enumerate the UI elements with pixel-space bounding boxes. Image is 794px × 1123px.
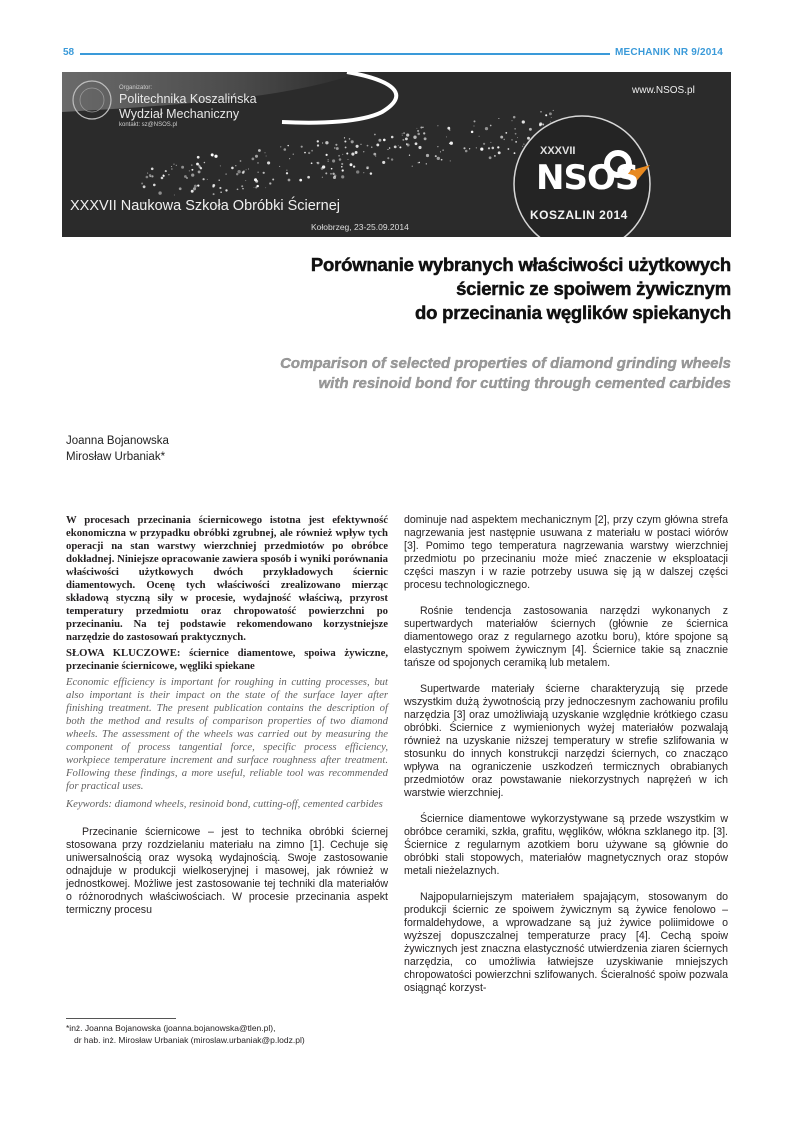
- organizer-name: Politechnika Koszalińska: [119, 92, 257, 106]
- star-dot: [450, 142, 453, 145]
- keywords-pl: SŁOWA KLUCZOWE: ściernice diamentowe, spoiwa żywiczne, przecinanie ściernicowe, węgliki spiekane: [66, 647, 388, 672]
- star-dot: [146, 176, 149, 179]
- star-dot: [231, 167, 234, 170]
- star-dot: [403, 132, 405, 134]
- star-dot: [344, 140, 346, 142]
- star-dot: [517, 137, 518, 138]
- star-dot: [463, 147, 465, 149]
- conference-banner: [62, 72, 731, 237]
- star-dot: [255, 180, 258, 183]
- abstract-en-text: Economic efficiency is important for roughing in cutting processes, but also important is their impact on the state of the surface layer after finishing treatment. The present publication contains the description of both the method and results of comparison properties of two diamond wheels. The assessment of the wheels was carried out by measuring the component of process tangential force, specific process efficiency, workpiece temperature increment and surface roughness after treatment. Following these findings, a more useful, reliable tool was recommended for practical uses.: [66, 676, 388, 792]
- star-dot: [147, 173, 148, 174]
- star-dot: [280, 146, 281, 147]
- star-dot: [328, 161, 329, 162]
- star-dot: [522, 146, 523, 147]
- star-dot: [171, 166, 172, 167]
- star-dot: [158, 191, 161, 194]
- star-dot: [240, 160, 242, 162]
- star-dot: [194, 185, 197, 188]
- journal-name: MECHANIK NR 9/2014: [615, 47, 724, 58]
- star-dot: [263, 172, 265, 174]
- star-dot: [394, 146, 397, 149]
- star-dot: [197, 184, 199, 186]
- star-dot: [373, 153, 376, 156]
- star-dot: [449, 130, 450, 131]
- star-dot: [370, 172, 372, 174]
- star-dot: [332, 159, 335, 162]
- place-date: Kołobrzeg, 23-25.09.2014: [311, 222, 409, 232]
- star-dot: [442, 149, 444, 151]
- star-dot: [342, 169, 344, 171]
- star-dot: [513, 116, 516, 119]
- star-dot: [376, 143, 379, 146]
- star-dot: [391, 136, 394, 139]
- star-dot: [551, 117, 552, 118]
- star-dot: [252, 158, 255, 161]
- star-dot: [539, 124, 542, 127]
- star-dot: [264, 152, 265, 153]
- star-dot: [248, 168, 249, 169]
- star-dot: [371, 147, 372, 148]
- star-dot: [191, 190, 194, 193]
- star-dot: [168, 174, 169, 175]
- star-dot: [473, 120, 475, 122]
- star-dot: [416, 128, 417, 129]
- abstract-en: [66, 676, 388, 793]
- title-en-line: Comparison of selected properties of diamond grinding wheels: [280, 355, 731, 372]
- star-dot: [350, 163, 353, 166]
- star-dot: [241, 185, 243, 187]
- star-dot: [203, 178, 205, 180]
- star-dot: [211, 153, 214, 156]
- star-dot: [523, 144, 524, 145]
- star-dot: [476, 147, 477, 148]
- star-dot: [150, 176, 151, 177]
- star-dot: [402, 139, 404, 141]
- star-dot: [426, 154, 429, 157]
- footnote-line: dr hab. inż. Mirosław Urbaniak (miroslaw.urbaniak@p.lodz.pl): [74, 1035, 305, 1045]
- authors: [66, 433, 169, 465]
- star-dot: [383, 139, 386, 142]
- star-dot: [257, 162, 259, 164]
- star-dot: [308, 152, 310, 154]
- star-dot: [346, 152, 348, 154]
- star-dot: [191, 173, 194, 176]
- star-dot: [236, 173, 238, 175]
- star-dot: [242, 171, 245, 174]
- star-dot: [289, 158, 290, 159]
- star-dot: [341, 166, 343, 168]
- star-dot: [446, 136, 447, 137]
- star-dot: [489, 156, 492, 159]
- star-dot: [171, 168, 172, 169]
- star-dot: [255, 187, 257, 189]
- star-dot: [143, 185, 146, 188]
- page-number: 58: [63, 47, 75, 58]
- star-dot: [151, 175, 153, 177]
- star-dot: [342, 154, 343, 155]
- star-dot: [399, 146, 401, 148]
- footnote-line: *inż. Joanna Bojanowska (joanna.bojanowska@tlen.pl),: [66, 1023, 276, 1033]
- star-dot: [483, 143, 485, 145]
- star-dot: [311, 162, 313, 164]
- star-dot: [326, 154, 328, 156]
- star-dot: [242, 188, 243, 189]
- star-dot: [465, 150, 468, 153]
- star-dot: [341, 175, 344, 178]
- body-paragraph: Ściernice diamentowe wykorzystywane są przede wszystkim w obróbce ceramiki, szkła, grafitu, węglików, włókna szklanego itp. [3]. Ściernice z regularnym azotkiem boru używane są głównie do obróbki stali stopowych, materiałów magnetycznych oraz stopów metali nieżelaznych.: [404, 813, 728, 877]
- title-en-line: with resinoid bond for cutting through cemented carbides: [318, 375, 731, 392]
- star-dot: [485, 127, 488, 130]
- star-dot: [406, 134, 409, 137]
- star-dot: [335, 144, 337, 146]
- star-dot: [382, 161, 385, 164]
- star-dot: [317, 140, 319, 142]
- star-dot: [246, 169, 247, 170]
- star-dot: [389, 147, 391, 149]
- star-dot: [437, 125, 438, 126]
- star-dot: [413, 136, 416, 139]
- star-dot: [360, 144, 361, 145]
- star-dot: [527, 137, 530, 140]
- star-dot: [220, 165, 221, 166]
- body-paragraph: Rośnie tendencja zastosowania narzędzi wykonanych z supertwardych materiałów ściernych (głównie ze ściernica diamentowego oraz z regularnego azotku boru), które spojone są elastycznym spoiwem żywicznym [4]. Ściernice takie są znacznie tańsze od spojonych ceramiką lub metalem.: [404, 605, 728, 669]
- star-dot: [422, 127, 423, 128]
- logo-numeral: XXXVII: [540, 145, 576, 157]
- star-dot: [488, 147, 490, 149]
- star-dot: [515, 133, 517, 135]
- star-dot: [254, 187, 255, 188]
- star-dot: [197, 156, 200, 159]
- star-dot: [235, 165, 236, 166]
- star-dot: [344, 137, 345, 138]
- star-dot: [286, 172, 288, 174]
- star-dot: [299, 179, 302, 182]
- star-dot: [511, 120, 512, 121]
- star-dot: [334, 147, 335, 148]
- star-dot: [418, 146, 421, 149]
- star-dot: [550, 121, 551, 122]
- organizer-contact: kontakt: sz@NSOS.pl: [119, 122, 178, 128]
- star-dot: [336, 147, 339, 150]
- star-dot: [490, 125, 492, 127]
- star-dot: [522, 120, 525, 123]
- star-dot: [179, 187, 182, 190]
- website-link[interactable]: www.NSOS.pl: [632, 85, 695, 96]
- school-title: XXXVII Naukowa Szkoła Obróbki Ściernej: [70, 198, 340, 214]
- title-pl-line: do przecinania węglików spiekanych: [414, 302, 731, 323]
- star-dot: [549, 112, 552, 115]
- star-dot: [153, 184, 156, 187]
- footnote: [66, 1022, 305, 1046]
- star-dot: [322, 177, 323, 178]
- star-dot: [338, 155, 340, 157]
- title-pl-line: ściernic ze spoiwem żywicznym: [456, 278, 731, 299]
- star-dot: [184, 175, 187, 178]
- star-dot: [387, 149, 388, 150]
- star-dot: [286, 170, 287, 171]
- star-dot: [269, 182, 271, 184]
- header-rule: [80, 53, 610, 55]
- star-dot: [398, 145, 399, 146]
- author-name: Joanna Bojanowska: [66, 435, 169, 447]
- star-dot: [480, 148, 483, 151]
- logo-city: KOSZALIN 2014: [530, 208, 628, 222]
- star-dot: [469, 148, 470, 149]
- star-dot: [265, 187, 266, 188]
- star-dot: [181, 166, 184, 169]
- body-paragraph: dominuje nad aspektem mechanicznym [2], przy czym główna strefa nagrzewania jest następnie usuwana z materiału w postaci wiórów [3]. Pomimo tego temperatura nagrzewania warstwy wierzchniej przedmiotu po przecinaniu może mieć znaczenie w eksploatacji części maszyn i w razie potrzeby usuwa się ją w dalszej części procesu technologicznego.: [404, 514, 728, 591]
- star-dot: [316, 162, 317, 163]
- star-dot: [450, 160, 451, 161]
- star-dot: [141, 183, 143, 185]
- star-dot: [490, 142, 491, 143]
- star-dot: [293, 153, 294, 154]
- star-dot: [173, 164, 174, 165]
- star-dot: [196, 163, 199, 166]
- star-dot: [284, 148, 287, 151]
- star-dot: [199, 166, 202, 169]
- star-dot: [347, 159, 348, 160]
- star-dot: [529, 128, 532, 131]
- star-dot: [356, 145, 359, 148]
- star-dot: [407, 144, 410, 147]
- star-dot: [304, 152, 306, 154]
- star-dot: [214, 155, 217, 158]
- star-dot: [497, 146, 499, 148]
- star-dot: [540, 111, 542, 113]
- star-dot: [424, 137, 427, 140]
- star-dot: [471, 131, 474, 134]
- star-dot: [515, 141, 517, 143]
- star-dot: [341, 163, 343, 165]
- star-dot: [420, 126, 422, 128]
- logo-text: NSOS: [536, 158, 639, 198]
- star-dot: [426, 163, 427, 164]
- abstract-pl-text: W procesach przecinania ściernicowego istotna jest efektywność ekonomiczna w przypadku obróbki zgrubnej, ale również wpływ tych operacji na stan warstwy wierzchniej przedmiotów po obróbce dokładnej. Niniejsze opracowanie zawiera sposób i wyniki porównania właściwości użytkowych dwóch przykładowych ściernic diamentowych. Ocenę tych właściwości zrealizowano mierząc składową styczną siły w procesie, wydajność właściwą, przyrost temperatury przedmiotu oraz chropowatość powierzchni po przecinaniu. Na tej podstawie rekomendowano korzystniejsze narzędzie do zastosowań praktycznych.: [66, 514, 388, 643]
- star-dot: [494, 155, 496, 157]
- star-dot: [508, 148, 510, 150]
- star-dot: [193, 187, 196, 190]
- star-dot: [409, 155, 410, 156]
- star-dot: [198, 170, 201, 173]
- star-dot: [258, 149, 261, 152]
- star-dot: [367, 167, 368, 168]
- star-dot: [219, 187, 221, 189]
- star-dot: [514, 152, 516, 154]
- star-dot: [423, 132, 425, 134]
- star-dot: [287, 145, 288, 146]
- star-dot: [237, 188, 239, 190]
- star-dot: [174, 194, 175, 195]
- organizer-faculty: Wydział Mechaniczny: [119, 107, 240, 121]
- star-dot: [387, 157, 389, 159]
- banner-stars: [141, 110, 560, 204]
- star-dot: [402, 135, 403, 136]
- organizer-label: Organizator:: [119, 85, 153, 91]
- right-column: [404, 514, 728, 995]
- star-dot: [375, 156, 376, 157]
- body-paragraph: Najpopularniejszym materiałem spajającym, stosowanym do produkcji ściernic ze spoiwem żywicznym są żywice fenolowo – formaldehydowe, a wprowadzane są już żywice poliimidowe o wyższej dopuszczalnej temperaturze pracy [4]. Cechą spoiw żywicznych jest znaczna elastyczność utwierdzenia ziaren ściernych narzędzia, co umożliwia łatwiejsze uzyskiwanie mniejszych chropowatości powierzchni szlifowanych. Ścieralność spoiw pozwala osiągnąć korzyst-: [404, 891, 728, 994]
- star-dot: [191, 169, 193, 171]
- star-dot: [266, 156, 267, 157]
- keywords-en: Keywords: diamond wheels, resinoid bond, cutting-off, cemented carbides: [66, 798, 383, 810]
- author-name: Mirosław Urbaniak*: [66, 451, 166, 463]
- star-dot: [353, 165, 355, 167]
- star-dot: [225, 173, 227, 175]
- star-dot: [437, 146, 438, 147]
- star-dot: [213, 193, 215, 195]
- star-dot: [391, 158, 393, 160]
- abstract-pl: [66, 514, 388, 644]
- title-pl-line: Porównanie wybranych właściwości użytkowych: [310, 254, 731, 275]
- star-dot: [165, 170, 167, 172]
- star-dot: [514, 128, 515, 129]
- star-dot: [330, 173, 332, 175]
- star-dot: [307, 176, 310, 179]
- star-dot: [505, 132, 507, 134]
- star-dot: [321, 167, 324, 170]
- star-dot: [220, 191, 221, 192]
- star-dot: [332, 173, 334, 175]
- star-dot: [441, 159, 443, 161]
- star-dot: [237, 170, 240, 173]
- star-dot: [258, 172, 259, 173]
- article-title-en: [280, 354, 731, 394]
- star-dot: [225, 189, 227, 191]
- star-dot: [500, 136, 503, 139]
- star-dot: [417, 133, 420, 136]
- star-dot: [191, 164, 193, 166]
- left-column: [66, 514, 388, 917]
- star-dot: [245, 180, 246, 181]
- star-dot: [503, 139, 505, 141]
- star-dot: [176, 165, 177, 166]
- star-dot: [437, 157, 440, 160]
- star-dot: [339, 158, 342, 161]
- star-dot: [363, 172, 364, 173]
- star-dot: [331, 168, 333, 170]
- star-dot: [272, 179, 274, 181]
- star-dot: [479, 136, 480, 137]
- star-dot: [542, 124, 544, 126]
- star-dot: [334, 175, 337, 178]
- star-dot: [267, 161, 270, 164]
- star-dot: [322, 142, 323, 143]
- star-dot: [163, 174, 165, 176]
- body-paragraph: Supertwarde materiały ścierne charakteryzują się przede wszystkim dużą żywotnością przy jednoczesnym zachowaniu profilu narzędzia [3] oraz umożliwiają uzyskanie względnie krótkiego czasu obróbki. Ściernice z wymienionych wyżej materiałów pozwalają również na uzyskanie niższej temperatury w strefie szlifowania w stosunku do innych konstrukcji narzędzi ściernych, co znacząco wpływa na ograniczenie uszkodzeń termicznych obrabianych przedmiotów oraz powstawanie niekorzystnych naprężeń w ich warstwie wierzchniej.: [404, 683, 728, 799]
- star-dot: [311, 150, 313, 152]
- star-dot: [279, 166, 280, 167]
- star-dot: [498, 151, 501, 154]
- star-dot: [161, 177, 164, 180]
- star-dot: [378, 139, 381, 142]
- star-dot: [207, 179, 208, 180]
- star-dot: [325, 172, 327, 174]
- star-dot: [418, 162, 419, 163]
- star-dot: [212, 184, 215, 187]
- star-dot: [219, 180, 220, 181]
- star-dot: [402, 133, 403, 134]
- star-dot: [355, 151, 358, 154]
- star-dot: [545, 114, 547, 116]
- star-dot: [351, 153, 354, 156]
- body-paragraph: Przecinanie ściernicowe – jest to technika obróbki ściernej stosowana przy rozdzielaniu materiału na zimno [1]. Cechuje się uniwersalnością oraz wysoką wydajnością. Swoje zastosowanie odnajduje w produkcji wielkoseryjnej i masowej, jak również w jednostkowej. Możliwe jest zastosowanie tej techniki dla materiałów o różnorodnych właściwościach. W procesie przecinania aspekt termiczny procesu: [66, 826, 388, 916]
- star-dot: [363, 151, 364, 152]
- star-dot: [511, 139, 512, 140]
- star-dot: [405, 137, 408, 140]
- star-dot: [374, 134, 376, 136]
- star-dot: [440, 151, 441, 152]
- star-dot: [415, 142, 418, 145]
- star-dot: [189, 170, 190, 171]
- star-dot: [349, 138, 351, 140]
- star-dot: [498, 118, 499, 119]
- star-dot: [492, 147, 495, 150]
- star-dot: [351, 140, 354, 143]
- star-dot: [553, 110, 554, 111]
- star-dot: [435, 155, 437, 157]
- star-dot: [204, 162, 206, 164]
- article-title-pl: [311, 253, 731, 325]
- star-dot: [412, 166, 413, 167]
- star-dot: [317, 144, 319, 146]
- star-dot: [345, 146, 347, 148]
- star-dot: [447, 127, 450, 130]
- star-dot: [301, 146, 303, 148]
- star-dot: [367, 145, 369, 147]
- footnote-rule: [66, 1018, 176, 1019]
- star-dot: [255, 155, 258, 158]
- star-dot: [328, 159, 329, 160]
- star-dot: [151, 167, 154, 170]
- star-dot: [417, 130, 419, 132]
- star-dot: [356, 170, 359, 173]
- star-dot: [288, 179, 291, 182]
- star-dot: [473, 125, 474, 126]
- star-dot: [325, 141, 328, 144]
